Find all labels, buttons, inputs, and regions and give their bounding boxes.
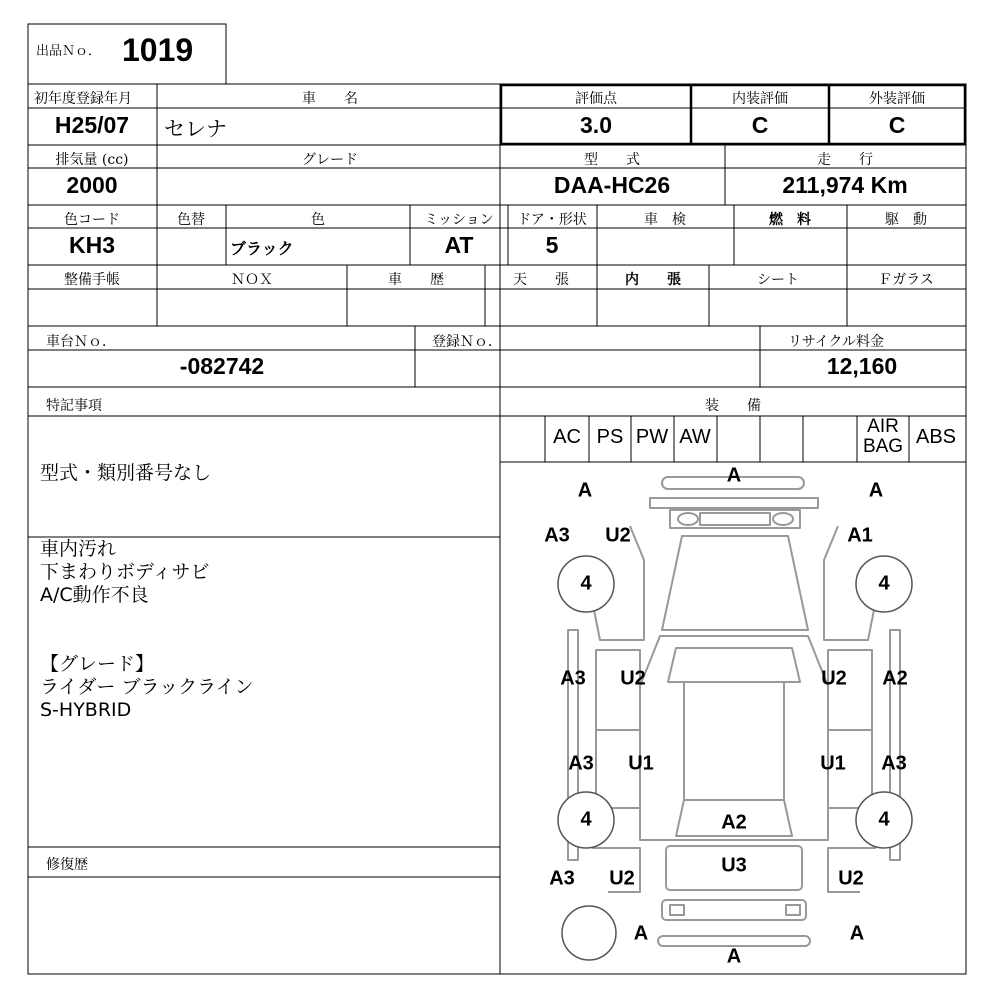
damage-mark: A3 (560, 667, 586, 690)
equipment-label: 装 備 (705, 398, 761, 414)
first-reg-value: H25/07 (54, 112, 130, 138)
damage-mark: A (577, 479, 593, 502)
lot-label: 出品Ｎｏ． (36, 44, 102, 59)
comment-line: 車内汚れ (40, 538, 117, 560)
chassis-value: -082742 (179, 353, 265, 379)
first-reg-label: 初年度登録年月 (34, 91, 132, 107)
equip-airbag: AIR BAG (862, 416, 904, 457)
equip-aw: AW (679, 426, 711, 448)
repair-label: 修復歴 (46, 857, 88, 873)
grade-label: グレード (302, 152, 358, 168)
mission-value: AT (444, 232, 474, 258)
damage-mark: U1 (628, 752, 654, 775)
mileage-value: 211,974 Km (782, 172, 908, 198)
nox-label: ＮＯＸ (231, 272, 273, 288)
fuel-label: 燃 料 (769, 212, 811, 228)
tire-front-right: 4 (878, 572, 890, 595)
comment-line: A/C動作不良 (40, 584, 149, 606)
door-label: ドア・形状 (517, 212, 587, 228)
color-code-value: KH3 (68, 232, 116, 258)
door-value: 5 (545, 232, 559, 258)
score-value: 3.0 (580, 112, 612, 138)
recycle-value: 12,160 (826, 353, 898, 379)
damage-mark: A3 (568, 752, 594, 775)
color-value: ブラック (230, 239, 294, 258)
tire-rear-right: 4 (878, 808, 890, 831)
drive-label: 駆 動 (885, 212, 927, 228)
maint-label: 整備手帳 (64, 272, 120, 288)
chassis-label: 車台Ｎｏ． (46, 334, 116, 350)
damage-mark: U2 (821, 667, 847, 690)
tire-rear-left: 4 (580, 808, 592, 831)
damage-mark: U2 (609, 867, 635, 890)
inspection-label: 車 検 (644, 212, 686, 228)
displacement-value: 2000 (66, 172, 118, 198)
interior-label: 内装評価 (732, 91, 788, 107)
damage-mark: U2 (838, 867, 864, 890)
equip-abs: ABS (915, 426, 957, 448)
recycle-label: リサイクル料金 (787, 334, 885, 350)
seat-label: シート (757, 272, 799, 288)
mission-label: ミッション (424, 212, 494, 228)
car-name-label: 車 名 (302, 91, 358, 107)
comment-line: ライダー ブラックライン (40, 676, 254, 698)
interior-trim-label: 内 張 (625, 272, 681, 288)
comment-line: 【グレード】 (40, 653, 155, 675)
damage-mark: A (868, 479, 884, 502)
car-name-value: セレナ (164, 117, 227, 141)
color-label: 色 (311, 212, 325, 228)
exterior-label: 外装評価 (869, 91, 925, 107)
damage-mark: U2 (605, 524, 631, 547)
damage-mark: A (849, 922, 865, 945)
color-change-label: 色替 (177, 212, 205, 228)
damage-mark: U1 (820, 752, 846, 775)
color-code-label: 色コード (64, 212, 120, 228)
damage-mark: A (726, 945, 742, 968)
history-label: 車 歴 (388, 272, 444, 288)
damage-mark: U3 (721, 854, 747, 877)
comment-line: 下まわりボディサビ (40, 561, 210, 583)
remarks-text: 型式・類別番号なし (40, 462, 212, 484)
damage-mark: A3 (544, 524, 570, 547)
tire-front-left: 4 (580, 572, 592, 595)
score-label: 評価点 (575, 91, 617, 107)
exterior-value: C (888, 112, 906, 138)
damage-mark: U2 (620, 667, 646, 690)
mileage-label: 走 行 (817, 152, 873, 168)
displacement-label: 排気量 (cc) (55, 152, 129, 168)
equip-ps: PS (596, 426, 624, 448)
equip-pw: PW (635, 426, 669, 448)
comment-line: S-HYBRID (40, 699, 132, 721)
glass-label: Ｆガラス (878, 272, 934, 288)
model-value: DAA-HC26 (553, 172, 671, 198)
damage-mark: A (633, 922, 649, 945)
damage-mark: A3 (549, 867, 575, 890)
reg-no-label: 登録Ｎｏ． (432, 334, 502, 350)
damage-mark: A1 (847, 524, 873, 547)
interior-value: C (751, 112, 769, 138)
roof-label: 天 張 (513, 272, 569, 288)
damage-mark: A2 (721, 811, 747, 834)
damage-mark: A (726, 464, 742, 487)
damage-mark: A3 (881, 752, 907, 775)
equip-ac: AC (553, 426, 581, 448)
lot-number: 1019 (122, 32, 194, 68)
damage-mark: A2 (882, 667, 908, 690)
remarks-label: 特記事項 (46, 398, 102, 414)
model-label: 型 式 (584, 152, 640, 168)
